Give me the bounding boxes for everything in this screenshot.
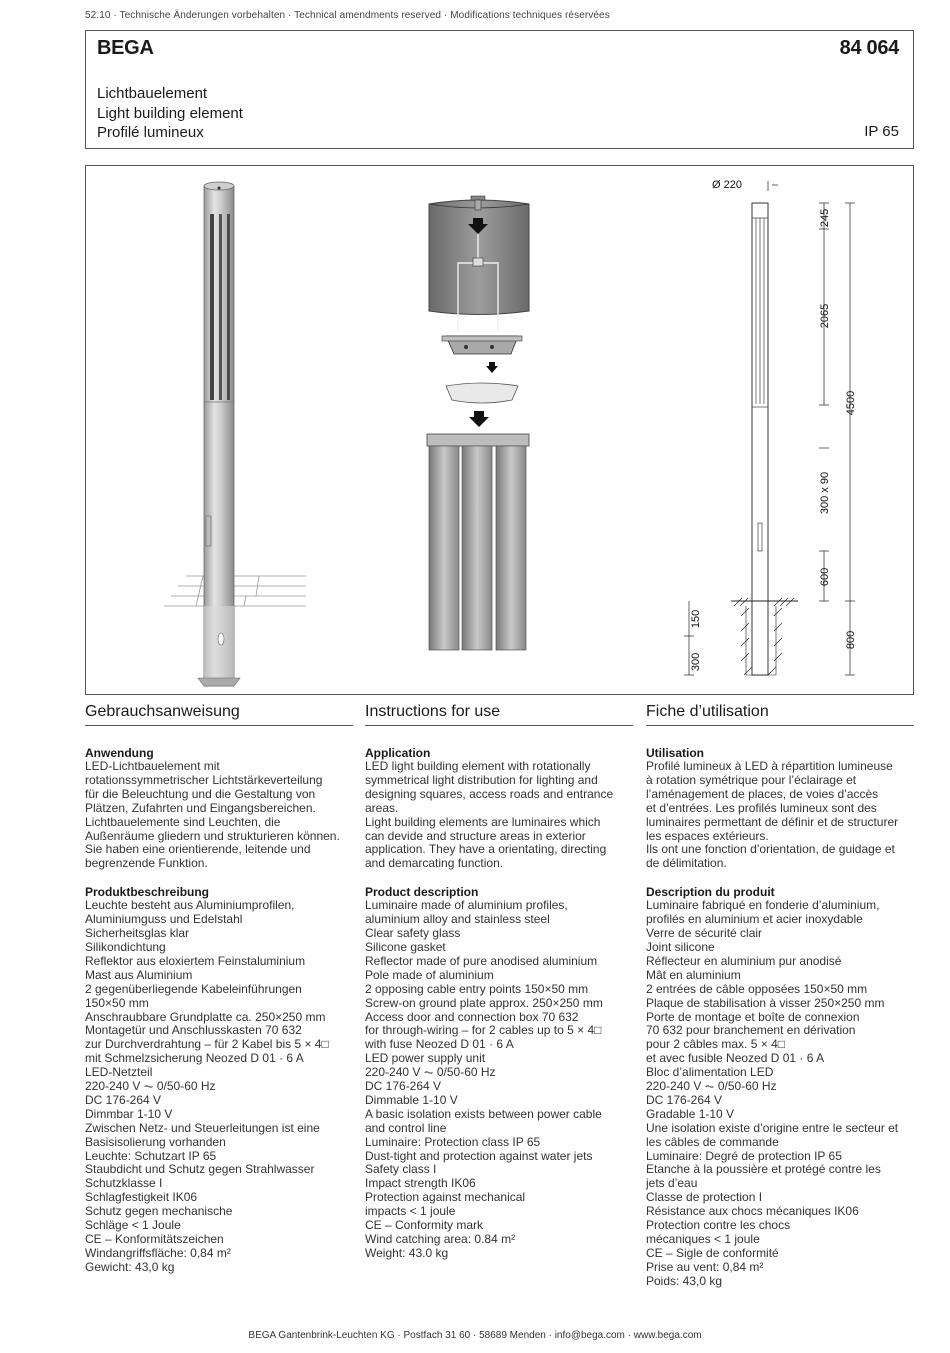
dim-245: 245 <box>819 208 831 228</box>
text-line: Prise au vent: 0,84 m² <box>646 1259 764 1274</box>
text-line: l’aménagement de places, de voies d’accès <box>646 786 879 801</box>
section-title: Anwendung <box>85 746 154 760</box>
text-line: Schläge < 1 Joule <box>85 1218 181 1233</box>
text-line: 220-240 V ⏦ 0/50-60 Hz <box>646 1079 777 1094</box>
text-line: Leuchte: Schutzart IP 65 <box>85 1148 217 1163</box>
text-line: Schlagfestigkeit IK06 <box>85 1190 198 1205</box>
column-english <box>365 703 633 1261</box>
text-line: DC 176-264 V <box>365 1079 442 1094</box>
text-line: Luminaire: Protection class IP 65 <box>365 1134 541 1149</box>
text-line: et avec fusible Neozed D 01 · 6 A <box>646 1051 825 1066</box>
text-line: Poids: 43,0 kg <box>646 1273 723 1288</box>
brand-name: BEGA <box>97 37 154 59</box>
section-body <box>646 760 914 871</box>
text-line: et d’entrées. Les profilés lumineux sont des <box>646 800 877 815</box>
text-line: Protection contre les chocs <box>646 1218 791 1233</box>
dim-4500: 4500 <box>845 390 857 416</box>
text-line: jets d’eau <box>646 1176 698 1191</box>
text-line: Reflektor aus eloxiertem Feinstaluminium <box>85 953 306 968</box>
text-line: les câbles de commande <box>646 1134 779 1149</box>
text-line: Leuchte besteht aus Aluminiumprofilen, <box>85 898 295 913</box>
section-body <box>365 760 633 871</box>
paving-lines <box>164 576 306 606</box>
section-title: Produktbeschreibung <box>85 885 210 900</box>
column-french <box>646 703 914 1289</box>
text-line: DC 176-264 V <box>85 1092 162 1107</box>
text-line: and control line <box>365 1120 447 1135</box>
text-line: Reflector made of pure anodised aluminium <box>365 953 598 968</box>
text-line: Une isolation existe d’origine entre le secteur et <box>646 1120 899 1135</box>
text-line: Gewicht: 43,0 kg <box>85 1259 175 1274</box>
section-body <box>85 760 353 871</box>
text-line: Pole made of aluminium <box>365 967 494 982</box>
text-line: rotationssymmetrischer Lichtstärkeverteilung <box>85 772 323 787</box>
text-line: LED light building element with rotationally <box>365 759 591 773</box>
text-line: Aluminiumguss und Edelstahl <box>85 912 243 927</box>
product-drawings <box>85 165 914 695</box>
dim-300x90: 300 x 90 <box>819 471 831 515</box>
text-line: DC 176-264 V <box>646 1092 723 1107</box>
text-line: Staubdicht und Schutz gegen Strahlwasser <box>85 1162 315 1177</box>
section-title: Description du produit <box>646 885 775 900</box>
text-line: 2 opposing cable entry points 150×50 mm <box>365 981 589 996</box>
text-line: Silicone gasket <box>365 939 446 954</box>
text-line: de délimitation. <box>646 856 727 871</box>
text-line: Dimmbar 1-10 V <box>85 1106 173 1121</box>
amendment-note: 52.10 · Technische Änderungen vorbehalten · Technical amendments reserved · Modifications techniques réservées <box>85 10 610 21</box>
text-line: Ils ont une fonction d’orientation, de guidage et <box>646 842 895 857</box>
text-line: impacts < 1 joule <box>365 1204 456 1219</box>
text-line: Clear safety glass <box>365 926 461 941</box>
dim-150: 150 <box>690 609 702 629</box>
section-body <box>646 899 914 1288</box>
text-line: pour 2 câbles max. 5 × 4□ <box>646 1037 785 1052</box>
text-line: Luminaire made of aluminium profiles, <box>365 898 568 913</box>
text-line: Silikondichtung <box>85 939 166 954</box>
drawings-svg <box>86 166 915 696</box>
text-line: Wind catching area: 0.84 m² <box>365 1232 516 1246</box>
text-line: Protection against mechanical <box>365 1190 526 1205</box>
text-line: Zwischen Netz- und Steuerleitungen ist eine <box>85 1120 320 1135</box>
text-line: Réflecteur en aluminium pur anodisé <box>646 953 842 968</box>
column-heading: Fiche d’utilisation <box>646 703 914 726</box>
dim-300: 300 <box>690 652 702 672</box>
dim-diameter: Ø 220 <box>712 179 742 191</box>
text-line: Bloc d’alimentation LED <box>646 1065 774 1080</box>
text-line: Access door and connection box 70 632 <box>365 1009 579 1024</box>
text-line: Weight: 43.0 kg <box>365 1245 449 1260</box>
text-line: Verre de sécurité clair <box>646 926 763 941</box>
product-name-en: Light building element <box>97 105 243 122</box>
text-line: with fuse Neozed D 01 · 6 A <box>365 1037 514 1052</box>
text-line: Luminaire: Degré de protection IP 65 <box>646 1148 842 1163</box>
product-name-fr: Profilé lumineux <box>97 124 204 141</box>
text-line: profilés en aluminium et acier inoxydable <box>646 912 863 927</box>
product-name-de: Lichtbauelement <box>97 85 208 102</box>
column-heading: Gebrauchsanweisung <box>85 703 353 726</box>
text-line: CE – Sigle de conformité <box>646 1245 779 1260</box>
text-line: areas. <box>365 800 399 815</box>
dimension-drawing <box>684 181 855 675</box>
text-line: Plätzen, Zufahrten und Eingangsbereichen. <box>85 800 316 815</box>
dim-800: 800 <box>845 630 857 650</box>
text-line: 2 entrées de câble opposées 150×50 mm <box>646 981 868 996</box>
text-line: Porte de montage et boîte de connexion <box>646 1009 860 1024</box>
text-line: CE – Konformitätszeichen <box>85 1232 224 1246</box>
text-line: Sicherheitsglas klar <box>85 926 190 941</box>
text-line: 150×50 mm <box>85 995 149 1010</box>
company-footer: BEGA Gantenbrink-Leuchten KG · Postfach 31 60 · 58689 Menden · info@bega.com · www.bega.com <box>248 1330 702 1341</box>
text-line: Impact strength IK06 <box>365 1176 476 1191</box>
text-line: mécaniques < 1 joule <box>646 1232 760 1246</box>
text-line: zur Durchverdrahtung – für 2 Kabel bis 5 × 4□ <box>85 1037 329 1052</box>
text-line: Light building elements are luminaires which <box>365 814 601 829</box>
text-line: les espaces extérieurs. <box>646 828 769 843</box>
text-line: Résistance aux chocs mécaniques IK06 <box>646 1204 859 1219</box>
section-title: Product description <box>365 885 479 900</box>
dim-600: 600 <box>819 567 831 587</box>
text-line: Etanche à la poussière et protégé contre les <box>646 1162 881 1177</box>
text-line: designing squares, access roads and entrance <box>365 786 614 801</box>
text-line: Mât en aluminium <box>646 967 741 982</box>
text-line: Windangriffsfläche: 0,84 m² <box>85 1245 231 1260</box>
text-line: für die Beleuchtung und die Gestaltung von <box>85 786 316 801</box>
text-line: symmetrical light distribution for lighting and <box>365 772 598 787</box>
text-line: CE – Conformity mark <box>365 1218 484 1233</box>
text-line: Luminaire fabriqué en fonderie d’aluminium, <box>646 898 880 913</box>
text-line: Classe de protection I <box>646 1190 763 1205</box>
text-line: Joint silicone <box>646 939 715 954</box>
ip-rating: IP 65 <box>864 123 899 140</box>
text-line: Screw-on ground plate approx. 250×250 mm <box>365 995 603 1010</box>
text-line: Schutzklasse I <box>85 1176 163 1191</box>
text-line: Lichtbauelemente sind Leuchten, die <box>85 814 281 829</box>
text-line: mit Schmelzsicherung Neozed D 01 · 6 A <box>85 1051 304 1066</box>
text-line: Plaque de stabilisation à visser 250×250 mm <box>646 995 885 1010</box>
section-body <box>85 899 353 1274</box>
text-line: Montagetür und Anschlusskasten 70 632 <box>85 1023 302 1038</box>
text-line: 2 gegenüberliegende Kabeleinführungen <box>85 981 302 996</box>
text-line: Profilé lumineux à LED à répartition lumineuse <box>646 759 893 773</box>
column-german <box>85 703 353 1275</box>
product-header <box>85 30 914 149</box>
text-line: Dust-tight and protection against water jets <box>365 1148 593 1163</box>
text-line: LED power supply unit <box>365 1051 486 1066</box>
text-line: Schutz gegen mechanische <box>85 1204 233 1219</box>
text-line: à rotation symétrique pour l’éclairage et <box>646 772 857 787</box>
pole-perspective-drawing <box>164 182 306 686</box>
column-heading: Instructions for use <box>365 703 633 726</box>
text-line: 220-240 V ⏦ 0/50-60 Hz <box>85 1079 216 1094</box>
text-line: Außenräume gliedern und strukturieren können. <box>85 828 340 843</box>
text-line: and demarcating function. <box>365 856 504 871</box>
dimension-labels <box>690 179 857 671</box>
text-line: aluminium alloy and stainless steel <box>365 912 550 927</box>
text-line: for through-wiring – for 2 cables up to 5 × 4□ <box>365 1023 602 1038</box>
section-title: Application <box>365 746 431 760</box>
text-line: LED-Lichtbauelement mit <box>85 759 220 773</box>
exploded-view-drawing <box>427 196 529 650</box>
text-line: can devide and structure areas in exterior <box>365 828 586 843</box>
text-line: Mast aus Aluminium <box>85 967 193 982</box>
text-line: Basisisolierung vorhanden <box>85 1134 226 1149</box>
section-title: Utilisation <box>646 746 705 760</box>
text-line: Anschraubbare Grundplatte ca. 250×250 mm <box>85 1009 326 1024</box>
text-line: Dimmable 1-10 V <box>365 1092 458 1107</box>
article-number: 84 064 <box>839 37 899 59</box>
text-line: 70 632 pour branchement en dérivation <box>646 1023 856 1038</box>
text-line: A basic isolation exists between power cable <box>365 1106 602 1121</box>
text-line: begrenzende Funktion. <box>85 856 208 871</box>
text-line: luminaires permettant de définir et de structurer <box>646 814 899 829</box>
text-line: Safety class I <box>365 1162 437 1177</box>
text-line: Sie haben eine orientierende, leitende und <box>85 842 311 857</box>
section-body <box>365 899 633 1261</box>
text-line: 220-240 V ⏦ 0/50-60 Hz <box>365 1065 496 1080</box>
text-line: application. They have a orientating, directing <box>365 842 607 857</box>
text-line: LED-Netzteil <box>85 1065 153 1080</box>
text-line: Gradable 1-10 V <box>646 1106 735 1121</box>
dim-2065: 2065 <box>819 303 831 329</box>
